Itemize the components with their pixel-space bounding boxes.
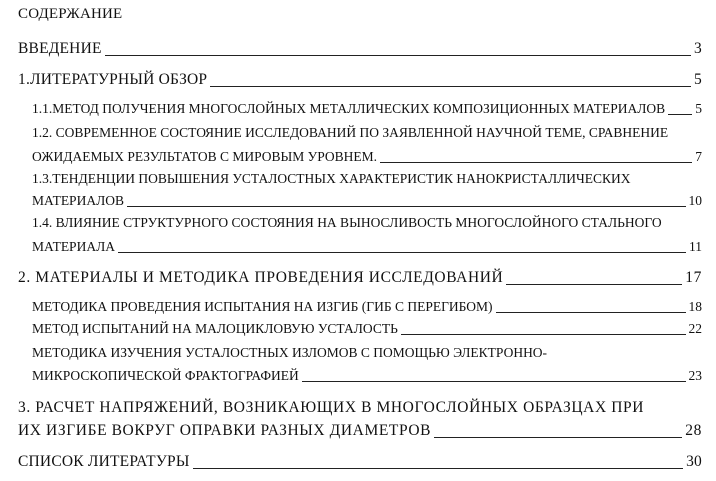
toc-entry-label: МИКРОСКОПИЧЕСКОЙ ФРАКТОГРАФИЕЙ (32, 368, 299, 383)
toc-entry-introduction[interactable] (18, 41, 702, 57)
toc-entry-label: МАТЕРИАЛОВ (32, 193, 124, 208)
toc-entry-label: ВВЕДЕНИЕ (18, 40, 102, 57)
dot-leader (668, 114, 692, 115)
toc-entry-label: СПИСОК ЛИТЕРАТУРЫ (18, 453, 190, 470)
toc-entry-chapter-3-line1[interactable]: 3. РАСЧЕТ НАПРЯЖЕНИЙ, ВОЗНИКАЮЩИХ В МНОГОСЛОЙНЫХ ОБРАЗЦАХ ПРИ (18, 399, 645, 416)
toc-entry-page: 22 (688, 321, 702, 336)
toc-entry-page: 7 (695, 149, 702, 164)
dot-leader (210, 86, 691, 87)
toc-entry-label: ОЖИДАЕМЫХ РЕЗУЛЬТАТОВ С МИРОВЫМ УРОВНЕМ. (32, 149, 378, 164)
toc-entry-section-1-3-line1[interactable]: 1.3.ТЕНДЕНЦИИ ПОВЫШЕНИЯ УСТАЛОСТНЫХ ХАРАКТЕРИСТИК НАНОКРИСТАЛЛИЧЕСКИХ (32, 171, 631, 186)
toc-entry-label: 1.1.МЕТОД ПОЛУЧЕНИЯ МНОГОСЛОЙНЫХ МЕТАЛЛИЧЕСКИХ КОМПОЗИЦИОННЫХ МАТЕРИАЛОВ (32, 101, 666, 116)
toc-entry-chapter-2[interactable] (18, 270, 702, 286)
dot-leader (302, 381, 686, 382)
dot-leader (496, 312, 686, 313)
toc-entry-references[interactable] (18, 454, 702, 470)
toc-entry-label: 1.ЛИТЕРАТУРНЫЙ ОБЗОР (18, 71, 208, 88)
toc-entry-section-1-3[interactable] (32, 194, 702, 208)
toc-entry-label: МАТЕРИАЛА (32, 239, 115, 254)
dot-leader (118, 252, 686, 253)
toc-entry-fractography-line1[interactable]: МЕТОДИКА ИЗУЧЕНИЯ УСТАЛОСТНЫХ ИЗЛОМОВ С ПОМОЩЬЮ ЭЛЕКТРОННО- (32, 345, 548, 360)
toc-entry-page: 28 (685, 422, 702, 439)
toc-entry-page: 5 (694, 71, 702, 88)
toc-entry-section-1-4-line1[interactable]: 1.4. ВЛИЯНИЕ СТРУКТУРНОГО СОСТОЯНИЯ НА ВЫНОСЛИВОСТЬ МНОГОСЛОЙНОГО СТАЛЬНОГО (32, 215, 662, 230)
dot-leader (105, 55, 691, 56)
toc-entry-page: 3 (694, 40, 702, 57)
toc-entry-label: МЕТОД ИСПЫТАНИЙ НА МАЛОЦИКЛОВУЮ УСТАЛОСТЬ (32, 321, 398, 336)
dot-leader (506, 284, 682, 285)
toc-entry-page: 11 (689, 239, 702, 254)
toc-entry-page: 17 (685, 269, 702, 286)
dot-leader (401, 334, 686, 335)
dot-leader (380, 162, 692, 163)
toc-entry-page: 18 (688, 299, 702, 314)
toc-entry-low-cycle-fatigue[interactable] (32, 322, 702, 336)
dot-leader (434, 437, 682, 438)
toc-entry-page: 5 (695, 101, 702, 116)
toc-entry-fractography[interactable] (32, 369, 702, 383)
toc-entry-label: МЕТОДИКА ПРОВЕДЕНИЯ ИСПЫТАНИЯ НА ИЗГИБ (ГИБ С ПЕРЕГИБОМ) (32, 299, 493, 314)
dot-leader (127, 206, 686, 207)
dot-leader (193, 468, 684, 469)
toc-entry-chapter-3[interactable] (18, 423, 702, 439)
toc-entry-section-1-2[interactable] (32, 150, 702, 164)
toc-entry-page: 30 (686, 453, 702, 470)
toc-title: СОДЕРЖАНИЕ (18, 6, 123, 22)
toc-entry-label: ИХ ИЗГИБЕ ВОКРУГ ОПРАВКИ РАЗНЫХ ДИАМЕТРОВ (18, 422, 432, 439)
toc-entry-page: 10 (688, 193, 702, 208)
toc-entry-page: 23 (688, 368, 702, 383)
toc-entry-section-1-2-line1[interactable]: 1.2. СОВРЕМЕННОЕ СОСТОЯНИЕ ИССЛЕДОВАНИЙ ПО ЗАЯВЛЕННОЙ НАУЧНОЙ ТЕМЕ, СРАВНЕНИЕ (32, 125, 669, 140)
toc-entry-section-1-4[interactable] (32, 240, 702, 254)
toc-entry-label: 2. МАТЕРИАЛЫ И МЕТОДИКА ПРОВЕДЕНИЯ ИССЛЕДОВАНИЙ (18, 269, 504, 286)
toc-entry-bend-test[interactable] (32, 300, 702, 314)
toc-entry-section-1-1[interactable] (32, 102, 702, 116)
toc-entry-chapter-1[interactable] (18, 72, 702, 88)
